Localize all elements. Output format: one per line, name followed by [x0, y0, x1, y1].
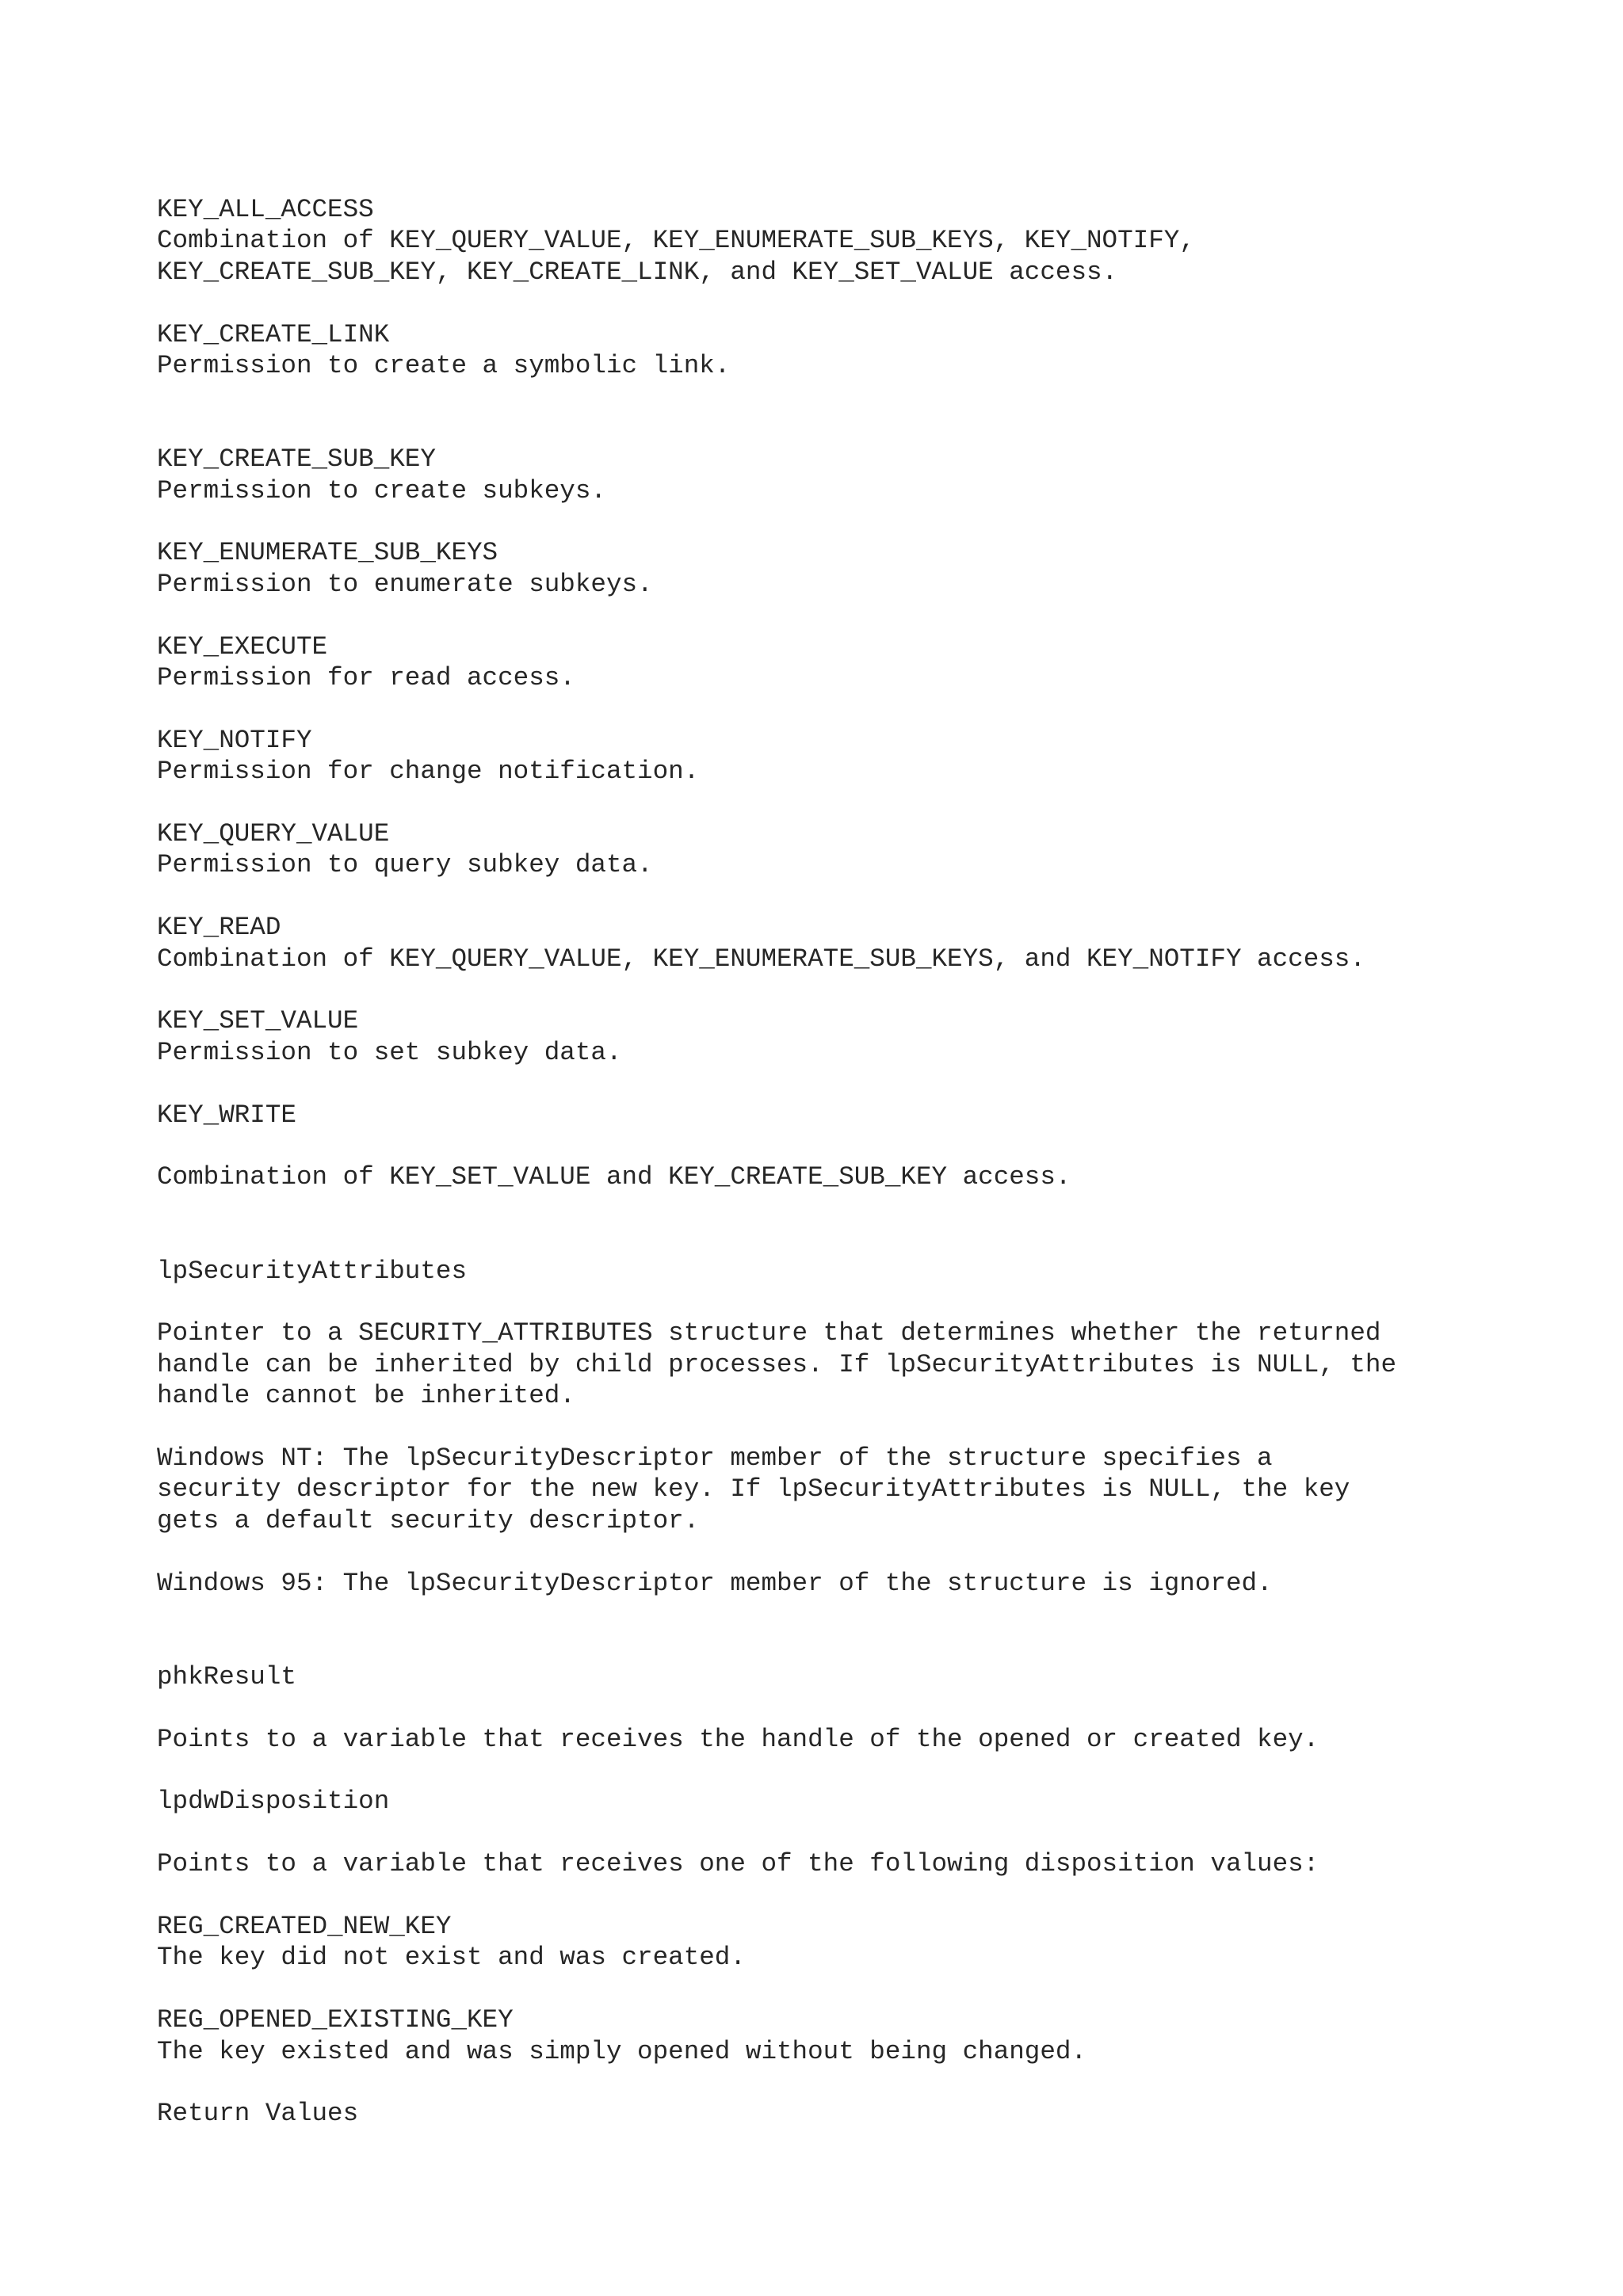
text-line: Points to a variable that receives one of the following disposition values:	[157, 1849, 1319, 1879]
lpdwdisposition-desc	[157, 1848, 1583, 1879]
text-line: Return Values	[157, 2099, 359, 2129]
key-read	[157, 912, 1583, 974]
phkresult-heading	[157, 1661, 1583, 1692]
term-line: KEY_READ	[157, 913, 281, 943]
text-line: The key did not exist and was created.	[157, 1943, 746, 1973]
key-write-heading	[157, 1100, 1583, 1131]
term-line: KEY_QUERY_VALUE	[157, 819, 390, 849]
phkresult-desc	[157, 1724, 1583, 1755]
text-line: Permission to create subkeys.	[157, 475, 606, 505]
text-line: handle can be inherited by child processes. If lpSecurityAttributes is NULL, the	[157, 1349, 1397, 1379]
text-line: phkResult	[157, 1661, 296, 1691]
text-line: handle cannot be inherited.	[157, 1381, 575, 1411]
text-line: Points to a variable that receives the handle of the opened or created key.	[157, 1724, 1319, 1754]
windows-95-note	[157, 1568, 1583, 1599]
key-enumerate-sub-keys	[157, 537, 1583, 600]
key-notify	[157, 725, 1583, 788]
document-body	[157, 194, 1583, 2130]
text-line: security descriptor for the new key. If lpSecurityAttributes is NULL, the key	[157, 1474, 1350, 1505]
term-line: REG_OPENED_EXISTING_KEY	[157, 2005, 514, 2035]
term-line: KEY_CREATE_SUB_KEY	[157, 444, 436, 475]
text-line: Windows 95: The lpSecurityDescriptor member of the structure is ignored.	[157, 1568, 1273, 1598]
key-write-desc	[157, 1161, 1583, 1192]
term-line: REG_CREATED_NEW_KEY	[157, 1912, 452, 1942]
key-set-value	[157, 1005, 1583, 1068]
term-line: Windows NT: The lpSecurityDescriptor member of the structure specifies a	[157, 1444, 1273, 1474]
text-line: The key existed and was simply opened without being changed.	[157, 2036, 1087, 2066]
term-line: KEY_EXECUTE	[157, 631, 328, 662]
term-line: KEY_ALL_ACCESS	[157, 195, 374, 224]
key-create-link	[157, 319, 1583, 382]
text-line: Permission to enumerate subkeys.	[157, 569, 653, 599]
text-line: Permission to query subkey data.	[157, 850, 653, 880]
text-line: Permission to create a symbolic link.	[157, 351, 731, 381]
lpsecurityattributes-heading	[157, 1256, 1583, 1287]
text-line: lpSecurityAttributes	[157, 1256, 468, 1286]
text-line: Combination of KEY_SET_VALUE and KEY_CREATE_SUB_KEY access.	[157, 1162, 1071, 1192]
text-line: Permission for read access.	[157, 663, 575, 693]
lpdwdisposition-heading	[157, 1786, 1583, 1817]
term-line: KEY_NOTIFY	[157, 725, 312, 755]
term-line: KEY_ENUMERATE_SUB_KEYS	[157, 538, 498, 568]
lpsecurityattributes-desc	[157, 1318, 1583, 1411]
text-line: KEY_WRITE	[157, 1100, 296, 1130]
term-line: KEY_SET_VALUE	[157, 1006, 359, 1036]
key-execute	[157, 631, 1583, 694]
key-all-access	[157, 194, 1583, 288]
text-line: Combination of KEY_QUERY_VALUE, KEY_ENUMERATE_SUB_KEYS, and KEY_NOTIFY access.	[157, 944, 1365, 974]
windows-nt-note	[157, 1443, 1583, 1536]
return-values-heading	[157, 2098, 1583, 2129]
reg-opened-existing-key	[157, 2004, 1583, 2067]
term-line: Pointer to a SECURITY_ATTRIBUTES structure that determines whether the returned	[157, 1318, 1381, 1348]
term-line: KEY_CREATE_LINK	[157, 319, 390, 349]
key-create-sub-key	[157, 444, 1583, 506]
key-query-value	[157, 818, 1583, 881]
text-line: gets a default security descriptor.	[157, 1505, 700, 1535]
text-line: Permission for change notification.	[157, 757, 700, 787]
text-line: KEY_CREATE_SUB_KEY, KEY_CREATE_LINK, and KEY_SET_VALUE access.	[157, 257, 1118, 287]
text-line: Permission to set subkey data.	[157, 1037, 622, 1067]
text-line: lpdwDisposition	[157, 1787, 390, 1817]
text-line: Combination of KEY_QUERY_VALUE, KEY_ENUMERATE_SUB_KEYS, KEY_NOTIFY,	[157, 226, 1195, 256]
reg-created-new-key	[157, 1911, 1583, 1974]
